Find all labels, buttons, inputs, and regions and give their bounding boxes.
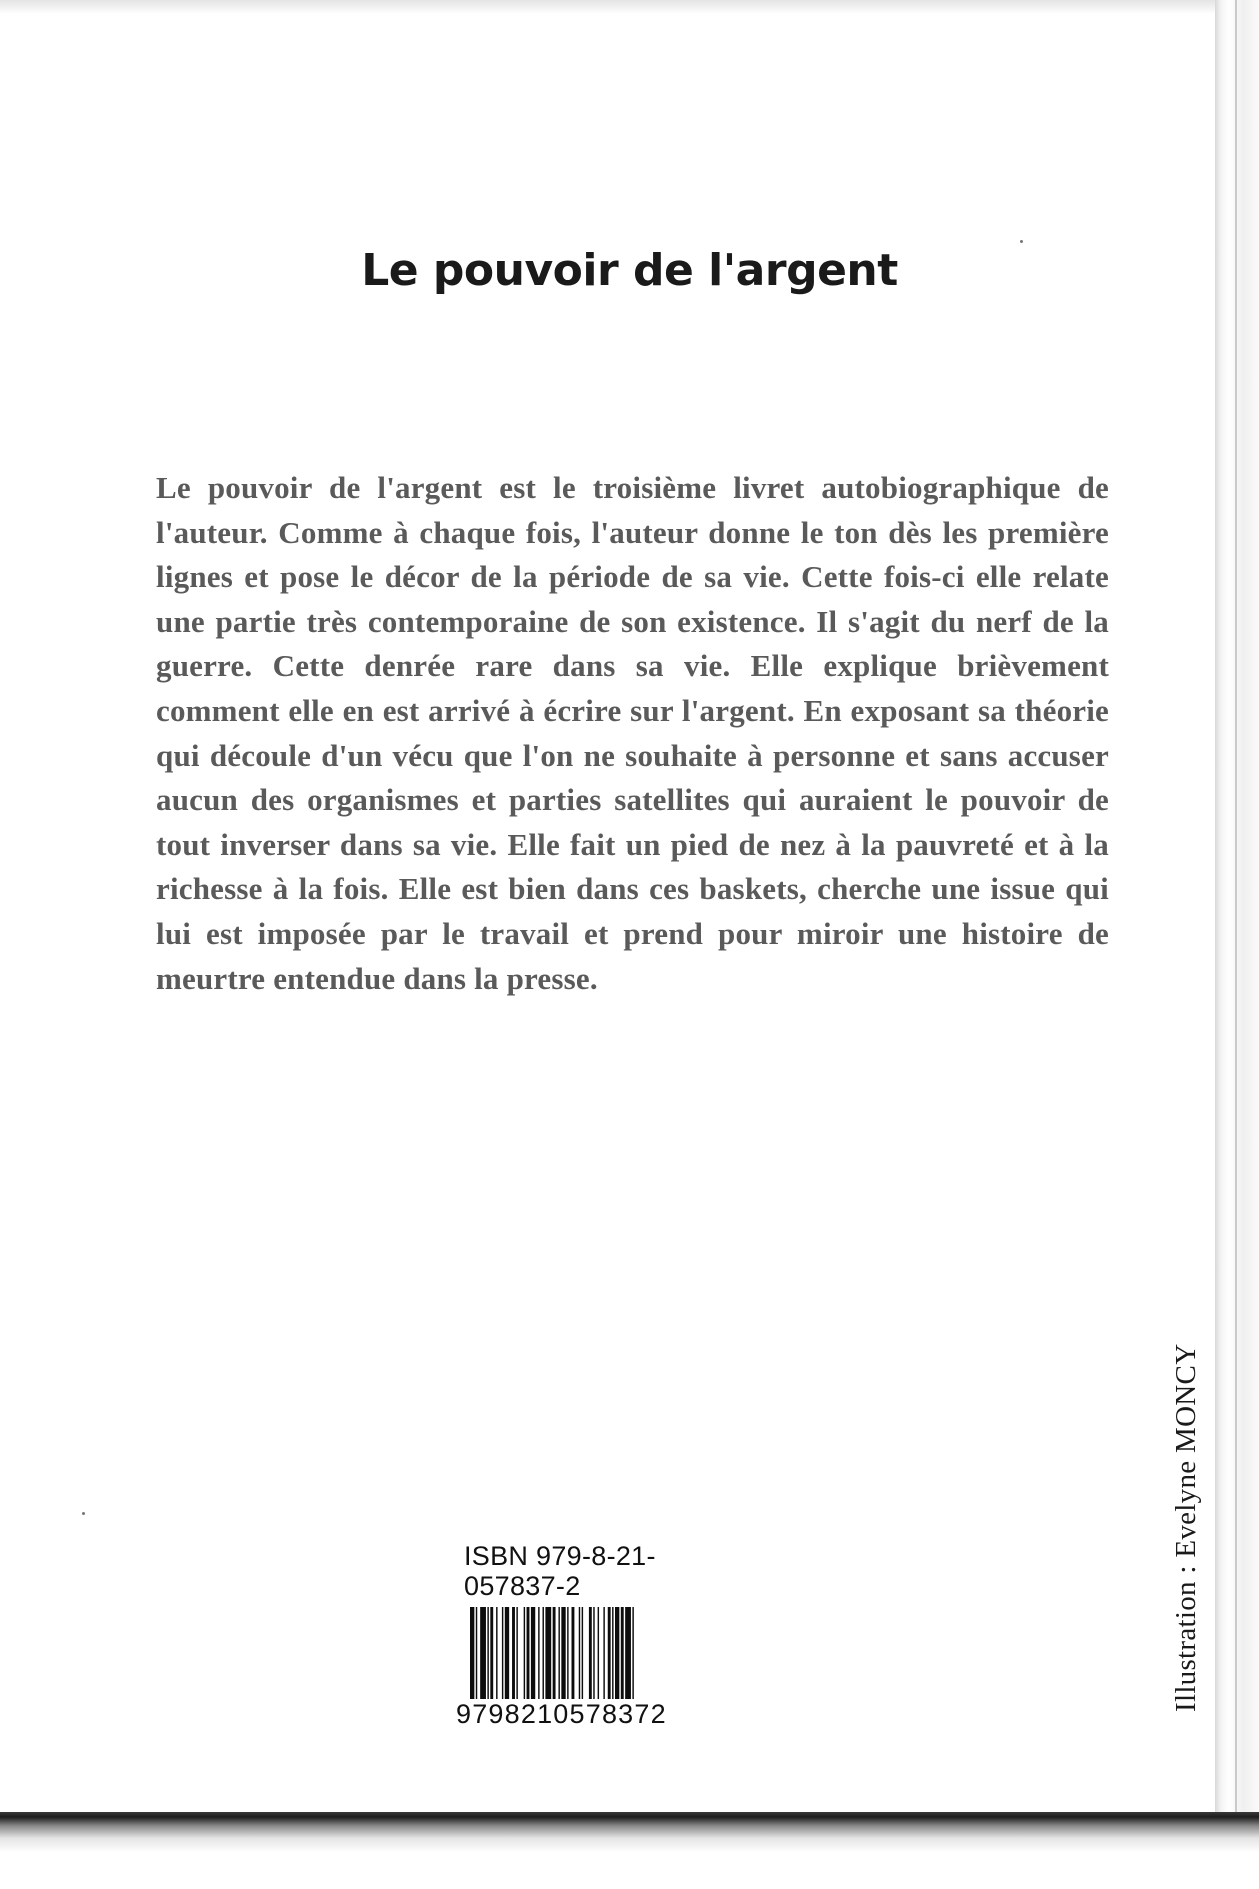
barcode-bar (538, 1607, 539, 1702)
barcode-bar (487, 1607, 488, 1702)
dust-speck (82, 1512, 85, 1515)
isbn-label: ISBN 979-8-21-057837-2 (464, 1541, 656, 1601)
barcode-bar (543, 1607, 544, 1702)
illustration-credit: Illustration : Evelyne MONCY (1170, 1343, 1202, 1712)
barcode-digits (456, 1699, 746, 1729)
barcode-bar (593, 1607, 594, 1702)
barcode-bar (615, 1607, 619, 1702)
barcode (456, 1607, 746, 1737)
barcode-bar (608, 1607, 611, 1702)
barcode-bar (589, 1607, 592, 1702)
barcode-bar (561, 1607, 565, 1702)
barcode-bar (502, 1607, 503, 1702)
barcode-bar (579, 1607, 580, 1702)
top-edge-shadow (0, 0, 1259, 14)
barcode-bar (524, 1607, 525, 1702)
barcode-bar (516, 1607, 517, 1702)
barcode-bar (490, 1607, 493, 1702)
barcode-bar (572, 1607, 575, 1702)
isbn-block (456, 1541, 746, 1737)
barcode-bar (512, 1607, 515, 1702)
barcode-bar (621, 1607, 624, 1702)
barcode-bar (476, 1607, 477, 1702)
book-title: Le pouvoir de l'argent (361, 245, 898, 296)
barcode-bar (632, 1607, 633, 1702)
barcode-bar (558, 1607, 559, 1702)
barcode-bar (598, 1607, 599, 1702)
barcode-bar (480, 1607, 486, 1702)
book-summary: Le pouvoir de l'argent est le troisième livret autobiographique de l'auteur. Comme à chaque fois, l'auteur donne le ton dès les première lignes et pose le décor de la période de sa vie. Cette fois-ci elle relate une partie très contemporaine de son existence. Il s'agit du nerf de la guerre. Cette denrée rare dans sa vie. Elle explique brièvement comment elle en est arrivé à écrire sur l'argent. En exposant sa théorie qui découle d'un vécu que l'on ne souhaite à personne et sans accuser aucun des organismes et parties satellites qui auraient le pouvoir de tout inverser dans sa vie. Elle fait un pied de nez à la pauvreté et à la richesse à la fois. Elle est bien dans ces baskets, cherche une issue qui lui est imposée par le travail et prend pour miroir une histoire de meurtre entendue dans la presse. (156, 470, 1109, 996)
barcode-bar (612, 1607, 613, 1702)
barcode-bar (505, 1607, 509, 1702)
barcode-bar (603, 1607, 604, 1702)
barcode-bar (545, 1607, 551, 1702)
barcode-bar (553, 1607, 556, 1702)
bottom-edge-shadow (0, 1812, 1259, 1889)
dust-speck (1020, 240, 1023, 243)
barcode-bars (470, 1607, 732, 1702)
barcode-bar (567, 1607, 568, 1702)
barcode-bar (470, 1607, 474, 1702)
barcode-bar (527, 1607, 530, 1702)
barcode-digits-text: 9798210578372 (456, 1699, 667, 1729)
barcode-bar (582, 1607, 583, 1702)
barcode-bar (496, 1607, 497, 1702)
barcode-bar (531, 1607, 535, 1702)
barcode-bar (625, 1607, 631, 1702)
